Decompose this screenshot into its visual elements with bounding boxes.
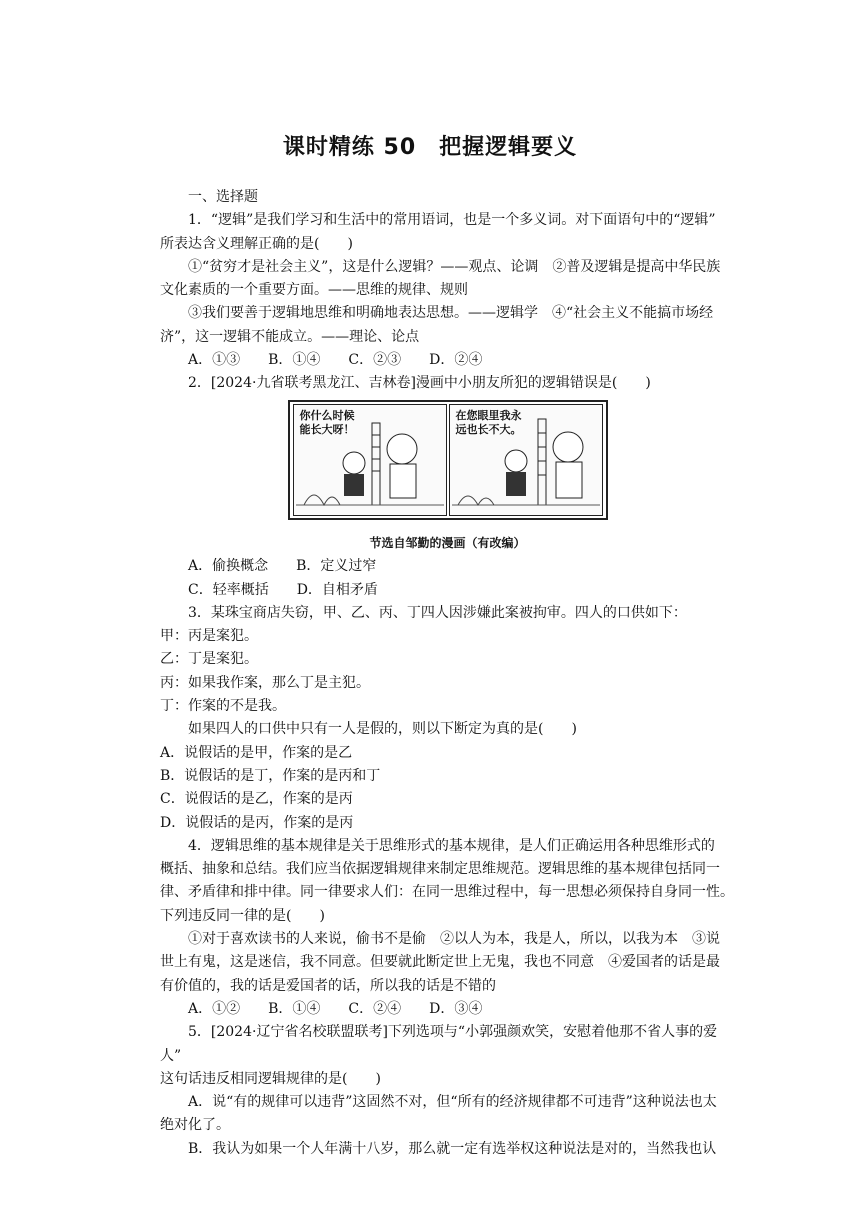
- page-title: 课时精练 50 把握逻辑要义: [282, 135, 578, 160]
- q4-line1: 4．逻辑思维的基本规律是关于思维形式的基本规律，是人们正确运用各种思维形式的: [188, 837, 715, 854]
- q5-option-a-line2: 绝对化了。: [160, 1117, 230, 1134]
- q2-options-row2: C．轻率概括 D．自相矛盾: [188, 581, 378, 598]
- q3-stem: 3．某珠宝商店失窃，甲、乙、丙、丁四人因涉嫌此案被拘审。四人的口供如下：: [188, 604, 687, 621]
- q1-item-line4: 济”，这一逻辑不能成立。——理论、论点: [160, 328, 420, 345]
- panel-1-drawing: [294, 405, 446, 515]
- q5-option-b-line1: B．我认为如果一个人年满十八岁，那么就一定有选举权这种说法是对的，当然我也认: [188, 1140, 717, 1157]
- q5-option-a-line1: A．说“有的规律可以违背”这固然不对，但“所有的经济规律都不可违背”这种说法也太: [188, 1094, 717, 1111]
- bubble-2-line2: 远也长不大。: [455, 422, 522, 436]
- q2-options-row1: A．偷换概念 B．定义过窄: [188, 558, 377, 575]
- q1-options: A．①③ B．①④ C．②③ D．②④: [188, 352, 483, 369]
- q4-line3: 律、矛盾律和排中律。同一律要求人们：在同一思维过程中，每一思想必须保持自身同一性。: [160, 884, 734, 901]
- q3-statement-yi: 乙：丁是案犯。: [160, 651, 258, 668]
- document-body: [160, 186, 735, 1161]
- section-heading: 一、选择题: [188, 189, 258, 205]
- q1-stem-line2: 所表达含义理解正确的是( ): [160, 235, 353, 252]
- comic-panel-2: [449, 404, 603, 516]
- q3-statement-ding: 丁：作案的不是我。: [160, 698, 286, 715]
- q3-statement-jia: 甲：丙是案犯。: [160, 628, 258, 645]
- q4-line7: 有价值的，我的话是爱国者的话，所以我的话是不错的: [160, 977, 496, 994]
- panel-2-drawing: [450, 405, 602, 515]
- q2-stem: 2．[2024·九省联考黑龙江、吉林卷]漫画中小朋友所犯的逻辑错误是( ): [188, 375, 651, 392]
- q1-item-line1: ①“贫穷才是社会主义”，这是什么逻辑？——观点、论调 ②普及逻辑是提高中华民族: [188, 258, 721, 275]
- bubble-1-line1: 你什么时候: [299, 408, 355, 422]
- q4-line2: 概括、抽象和总结。我们应当依据逻辑规律来制定思维规范。逻辑思维的基本规律包括同一: [160, 861, 720, 878]
- comic-panel-1: [293, 404, 447, 516]
- bubble-2-line1: 在您眼里我永: [455, 408, 522, 422]
- comic-figure: [160, 400, 735, 556]
- figure-caption: 节选自邹勤的漫画（有改编）: [369, 535, 526, 550]
- comic-image: [288, 400, 608, 520]
- q3-option-a: A．说假话的是甲，作案的是乙: [160, 744, 353, 761]
- q1-item-line3: ③我们要善于逻辑地思维和明确地表达思想。——逻辑学 ④“社会主义不能搞市场经: [188, 305, 714, 322]
- q1-item-line2: 文化素质的一个重要方面。——思维的规律、规则: [160, 282, 468, 299]
- q5-line2: 这句话违反相同逻辑规律的是( ): [160, 1070, 381, 1087]
- q3-option-b: B．说假话的是丁，作案的是丙和丁: [160, 767, 381, 784]
- q4-line6: 世上有鬼，这是迷信，我不同意。但要就此断定世上无鬼，我也不同意 ④爱国者的话是最: [160, 954, 720, 971]
- q3-question: 如果四人的口供中只有一人是假的，则以下断定为真的是( ): [188, 721, 577, 738]
- bubble-1-line2: 能长大呀！: [299, 422, 355, 436]
- q4-line4: 下列违反同一律的是( ): [160, 907, 325, 924]
- q1-stem-line1: 1．“逻辑”是我们学习和生活中的常用语词，也是一个多义词。对下面语句中的“逻辑”: [188, 212, 716, 229]
- q4-line5: ①对于喜欢读书的人来说，偷书不是偷 ②以人为本，我是人，所以，以我为本 ③说: [188, 931, 720, 948]
- q3-option-c: C．说假话的是乙，作案的是丙: [160, 791, 353, 808]
- q3-option-d: D．说假话的是丙，作案的是丙: [160, 814, 354, 831]
- q3-statement-bing: 丙：如果我作案，那么丁是主犯。: [160, 674, 370, 691]
- q5-line1: 5．[2024·辽宁省名校联盟联考]下列选项与“小郭强颜欢笑，安慰着他那不省人事的爱人”: [160, 1024, 718, 1064]
- q4-options: A．①② B．①④ C．②④ D．③④: [188, 1000, 483, 1017]
